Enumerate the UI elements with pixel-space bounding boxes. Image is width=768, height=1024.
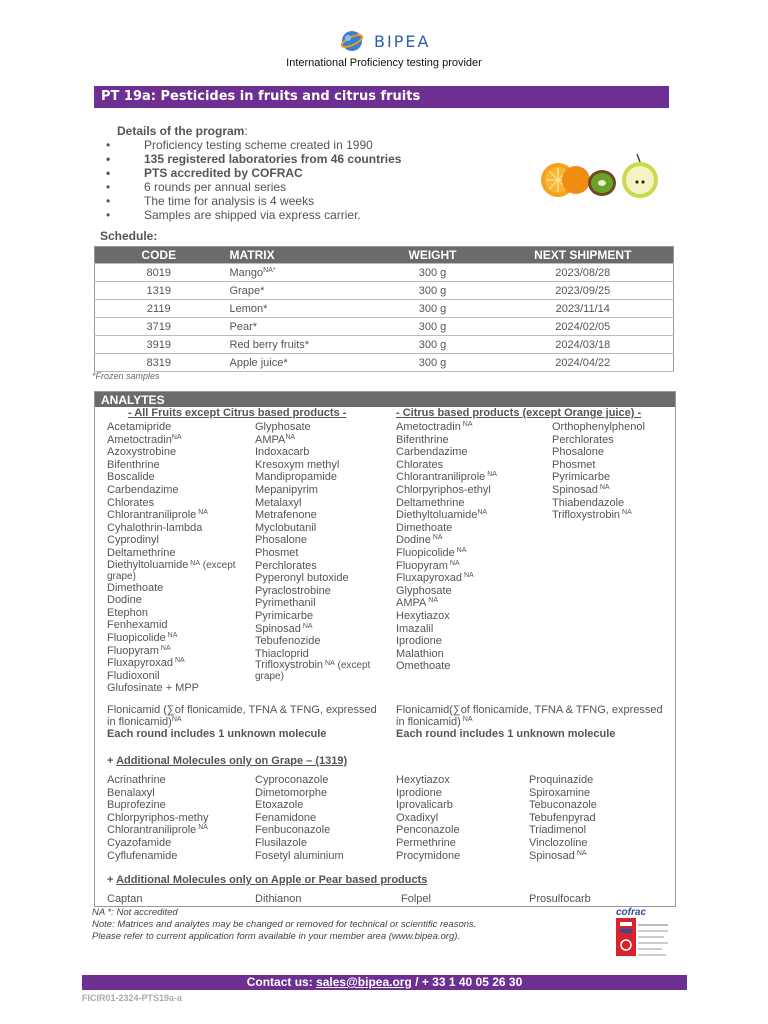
footnote-application: Please refer to current application form available in your member area (www.bipea.org). bbox=[92, 931, 461, 942]
analyte-item: Chlorates bbox=[107, 496, 155, 509]
grape-section-heading: + Additional Molecules only on Grape – (1319) bbox=[107, 755, 348, 767]
analyte-item: AMPA $^{NA}$ bbox=[396, 597, 439, 610]
analyte-item: Acrinathrine bbox=[107, 774, 166, 786]
cell-shipment: 2023/08/28 bbox=[493, 264, 674, 282]
cell-shipment: 2024/03/18 bbox=[493, 336, 674, 354]
cell-matrix: Lemon* bbox=[223, 300, 373, 318]
analyte-item: Deltamethrine bbox=[107, 546, 176, 559]
analyte-item: Spinosad $^{NA}$ bbox=[255, 622, 313, 635]
analyte-item: Fluxapyroxad $^{NA}$ bbox=[396, 572, 474, 585]
cell-weight: 300 g bbox=[373, 300, 493, 318]
grape-col3 bbox=[396, 774, 526, 862]
analyte-item: Fenamidone bbox=[255, 811, 317, 824]
analyte-item: Oxadixyl bbox=[396, 811, 439, 824]
cofrac-accreditation-logo bbox=[614, 905, 670, 963]
bullet-icon: • bbox=[106, 180, 111, 194]
table-row bbox=[95, 354, 674, 372]
analyte-item: Orthophenylphenol bbox=[552, 421, 645, 433]
header-next-shipment: NEXT SHIPMENT bbox=[493, 247, 674, 264]
contact-phone: + 33 1 40 05 26 30 bbox=[421, 975, 523, 989]
flonicamid-left: Flonicamid (∑of flonicamide, TFNA & TFNG, expressed in flonicamid)$^{NA}$ Each round includes 1 unknown molecule bbox=[107, 704, 377, 740]
analyte-item: Mandipropamide bbox=[255, 471, 337, 484]
cell-code: 1319 bbox=[95, 282, 223, 300]
analyte-item: Cyproconazole bbox=[255, 774, 329, 786]
cell-matrix: Apple juice* bbox=[223, 354, 373, 372]
analyte-item: Fluopicolide $^{NA}$ bbox=[396, 546, 467, 559]
analyte-item: Bifenthrine bbox=[396, 433, 449, 446]
page-title: PT 19a: Pesticides in fruits and citrus fruits bbox=[94, 86, 669, 108]
cell-code: 3719 bbox=[95, 318, 223, 336]
analyte-item: Benalaxyl bbox=[107, 786, 155, 799]
apple-item: Captan bbox=[107, 893, 143, 905]
cell-shipment: 2024/02/05 bbox=[493, 318, 674, 336]
apple-item: Folpel bbox=[401, 893, 431, 905]
document-reference: FICIR01-2324-PTS19a-a bbox=[82, 993, 183, 1003]
analyte-item: Fluxapyroxad $^{NA}$ bbox=[107, 657, 185, 670]
table-row bbox=[95, 264, 674, 282]
analyte-item: Thiacloprid bbox=[255, 647, 309, 660]
analyte-item: Ametoctradin$^{NA}$ bbox=[107, 433, 182, 446]
analyte-item: Phosalone bbox=[552, 446, 604, 459]
analyte-item: Flusilazole bbox=[255, 836, 307, 849]
footnotes bbox=[92, 907, 476, 943]
cell-shipment: 2023/09/25 bbox=[493, 282, 674, 300]
details-heading: Details of the program: bbox=[117, 124, 248, 138]
analyte-item: Dodine bbox=[107, 594, 142, 607]
cell-matrix: Pear* bbox=[223, 318, 373, 336]
bullet-icon: • bbox=[106, 194, 111, 208]
analyte-item: Fluopyram $^{NA}$ bbox=[396, 559, 460, 572]
analyte-item: Tebuconazole bbox=[529, 799, 597, 812]
analyte-item: Mepanipyrim bbox=[255, 483, 318, 496]
analyte-item: Etephon bbox=[107, 606, 148, 619]
analyte-item: Dimethoate bbox=[396, 521, 453, 534]
contact-bar: Contact us: sales@bipea.org / + 33 1 40 05 26 30 bbox=[82, 975, 687, 990]
details-item: • 135 registered laboratories from 46 countries bbox=[106, 152, 402, 166]
bullet-icon: • bbox=[106, 166, 111, 180]
analyte-item: Bifenthrine bbox=[107, 458, 160, 471]
footnote-matrices: Note: Matrices and analytes may be changed or removed for technical or scientific reasons. bbox=[92, 919, 477, 930]
analyte-item: Spinosad $^{NA}$ bbox=[529, 849, 587, 862]
analyte-item: Proquinazide bbox=[529, 774, 594, 786]
header-matrix: MATRIX bbox=[223, 247, 373, 264]
analyte-item: Fluopyram $^{NA}$ bbox=[107, 644, 171, 657]
analyte-item: Buprofezine bbox=[107, 799, 166, 812]
analyte-item: $AMPA^{NA}$ bbox=[255, 433, 296, 446]
apple-item: Dithianon bbox=[255, 893, 302, 905]
fruits-column-heading: - All Fruits except Citrus based products - bbox=[128, 407, 347, 419]
analyte-item: Boscalide bbox=[107, 471, 155, 484]
table-row bbox=[95, 300, 674, 318]
cell-weight: 300 g bbox=[373, 282, 493, 300]
analyte-item: Kresoxym methyl bbox=[255, 458, 340, 471]
grape-col2 bbox=[255, 774, 390, 862]
table-row bbox=[95, 282, 674, 300]
analyte-item: Indoxacarb bbox=[255, 446, 310, 459]
details-item: • Proficiency testing scheme created in 1990 bbox=[106, 138, 373, 152]
grape-col1 bbox=[107, 774, 252, 862]
analyte-item: Tebufenozide bbox=[255, 635, 321, 648]
analyte-item: Pyperonyl butoxide bbox=[255, 572, 349, 585]
cell-weight: 300 g bbox=[373, 354, 493, 372]
tagline: International Proficiency testing provider bbox=[286, 57, 482, 69]
analyte-item: Chlorantraniliprole $^{NA}$ bbox=[396, 471, 497, 484]
analyte-item: Iprovalicarb bbox=[396, 799, 453, 812]
apple-item: Prosulfocarb bbox=[529, 893, 591, 905]
cell-weight: 300 g bbox=[373, 318, 493, 336]
analytes-heading: ANALYTES bbox=[95, 392, 675, 407]
analyte-item: Metalaxyl bbox=[255, 496, 302, 509]
analyte-item: Phosalone bbox=[255, 534, 307, 547]
cell-shipment: 2023/11/14 bbox=[493, 300, 674, 318]
analyte-item: Ametoctradin $^{NA}$ bbox=[396, 421, 473, 433]
analyte-item: Trifloxystrobin $^{NA}$ (except grape) bbox=[255, 659, 371, 683]
footnote-na: NA *: Not accredited bbox=[92, 907, 178, 918]
contact-email-link[interactable]: sales@bipea.org bbox=[316, 975, 412, 989]
analyte-item: Tebufenpyrad bbox=[529, 811, 596, 824]
analyte-item: Cyazofamide bbox=[107, 836, 172, 849]
analyte-item: Pyraclostrobine bbox=[255, 584, 331, 597]
analyte-item: Iprodione bbox=[396, 786, 442, 799]
flonicamid-right: Flonicamid(∑of flonicamide, TFNA & TFNG, expressed in flonicamid) $^{NA}$ Each round includes 1 unknown molecule bbox=[396, 704, 663, 740]
analyte-item: Metrafenone bbox=[255, 509, 317, 522]
analyte-item: Triadimenol bbox=[529, 824, 587, 837]
schedule-header-row bbox=[95, 247, 674, 264]
analyte-item: Dimetomorphe bbox=[255, 786, 328, 799]
analyte-item: Iprodione bbox=[396, 635, 442, 648]
analyte-item: Imazalil bbox=[396, 622, 434, 635]
analyte-item: Glufosinate + MPP bbox=[107, 682, 200, 695]
analyte-item: Penconazole bbox=[396, 824, 460, 837]
analyte-item: Fludioxonil bbox=[107, 669, 160, 682]
analyte-item: Carbendazime bbox=[107, 483, 179, 496]
analyte-item: Pyrimethanil bbox=[255, 597, 316, 610]
analyte-item: Malathion bbox=[396, 647, 444, 660]
cell-matrix: Red berry fruits* bbox=[223, 336, 373, 354]
header-code: CODE bbox=[95, 247, 223, 264]
analyte-item: Pyrimicarbe bbox=[552, 471, 611, 484]
citrus-analytes-col1 bbox=[396, 421, 551, 673]
analyte-item: Chlorpyriphos-ethyl bbox=[396, 483, 491, 496]
details-list bbox=[106, 138, 401, 222]
analyte-item: Acetamipride bbox=[107, 421, 172, 433]
bullet-icon: • bbox=[106, 208, 111, 222]
contact-label: Contact us: bbox=[246, 975, 317, 989]
analyte-item: Fenhexamid bbox=[107, 619, 168, 632]
analyte-item: Perchlorates bbox=[255, 559, 317, 572]
fruits-image bbox=[540, 152, 662, 202]
analyte-item: Fluopicolide $^{NA}$ bbox=[107, 631, 178, 644]
citrus-analytes-col2 bbox=[552, 421, 672, 522]
analyte-item: Spiroxamine bbox=[529, 786, 591, 799]
analyte-item: Pyrimicarbe bbox=[255, 609, 314, 622]
analyte-item: Glyphosate bbox=[255, 421, 311, 433]
analyte-item: Perchlorates bbox=[552, 433, 614, 446]
analyte-item: Phosmet bbox=[255, 546, 299, 559]
header-weight: WEIGHT bbox=[373, 247, 493, 264]
table-row bbox=[95, 318, 674, 336]
analytes-box bbox=[94, 391, 676, 907]
svg-text:cofrac: cofrac bbox=[616, 907, 647, 918]
schedule-table bbox=[94, 246, 674, 372]
cell-code: 3919 bbox=[95, 336, 223, 354]
analyte-item: Permethrine bbox=[396, 836, 456, 849]
analyte-item: Chlorantraniliprole $^{NA}$ bbox=[107, 509, 208, 522]
bullet-icon: • bbox=[106, 152, 111, 166]
cell-matrix: Grape* bbox=[223, 282, 373, 300]
analyte-item: Diethyltoluamide$^{NA}$ bbox=[396, 509, 488, 522]
details-item: • The time for analysis is 4 weeks bbox=[106, 194, 315, 208]
analyte-item: Fenbuconazole bbox=[255, 824, 331, 837]
fruits-analytes-col2 bbox=[255, 421, 390, 682]
analyte-item: Chlorantraniliprole $^{NA}$ bbox=[107, 824, 208, 837]
schedule-label: Schedule: bbox=[100, 229, 158, 243]
analyte-item: Phosmet bbox=[552, 458, 596, 471]
analyte-item: Carbendazime bbox=[396, 446, 468, 459]
analyte-item: Omethoate bbox=[396, 660, 451, 673]
brand-name: BIPEA bbox=[374, 32, 431, 51]
citrus-column-heading: - Citrus based products (except Orange juice) - bbox=[396, 407, 642, 419]
apple-section-heading: + Additional Molecules only on Apple or Pear based products bbox=[107, 874, 428, 886]
analyte-item: Azoxystrobine bbox=[107, 446, 177, 459]
analyte-item: Hexytiazox bbox=[396, 774, 450, 786]
analyte-item: Cyprodinyl bbox=[107, 534, 159, 547]
analyte-item: Deltamethrine bbox=[396, 496, 465, 509]
analyte-item: Hexytiazox bbox=[396, 609, 450, 622]
analyte-item: Fosetyl aluminium bbox=[255, 849, 344, 862]
analyte-item: Chlorates bbox=[396, 458, 444, 471]
details-item: • PTS accredited by COFRAC bbox=[106, 166, 303, 180]
analyte-item: Diethyltoluamide $^{NA}$ (except grape) bbox=[107, 558, 236, 582]
analyte-item: Spinosad $^{NA}$ bbox=[552, 483, 610, 496]
analyte-item: Procymidone bbox=[396, 849, 461, 862]
details-item: • 6 rounds per annual series bbox=[106, 180, 287, 194]
details-item: • Samples are shipped via express carrier. bbox=[106, 208, 361, 222]
bullet-icon: • bbox=[106, 138, 111, 152]
cell-shipment: 2024/04/22 bbox=[493, 354, 674, 372]
cell-matrix: Mango$^{NA*}$ bbox=[223, 264, 373, 282]
cell-weight: 300 g bbox=[373, 264, 493, 282]
analyte-item: Thiabendazole bbox=[552, 496, 625, 509]
analyte-item: Glyphosate bbox=[396, 584, 452, 597]
table-row bbox=[95, 336, 674, 354]
analyte-item: Cyhalothrin-lambda bbox=[107, 521, 203, 534]
analyte-item: Trifloxystrobin $^{NA}$ bbox=[552, 509, 632, 522]
analyte-item: Dimethoate bbox=[107, 581, 164, 594]
analyte-item: Cyflufenamide bbox=[107, 849, 178, 862]
analyte-item: Chlorpyriphos-methy bbox=[107, 811, 209, 824]
fruits-analytes-col1 bbox=[107, 421, 252, 695]
grape-col4 bbox=[529, 774, 669, 862]
analyte-item: Dodine $^{NA}$ bbox=[396, 534, 443, 547]
analyte-item: Etoxazole bbox=[255, 799, 304, 812]
analyte-item: Vinclozoline bbox=[529, 836, 588, 849]
cell-code: 8019 bbox=[95, 264, 223, 282]
analyte-item: Myclobutanil bbox=[255, 521, 317, 534]
cell-weight: 300 g bbox=[373, 336, 493, 354]
cell-code: 2119 bbox=[95, 300, 223, 318]
cell-code: 8319 bbox=[95, 354, 223, 372]
frozen-note: *Frozen samples bbox=[92, 371, 160, 381]
